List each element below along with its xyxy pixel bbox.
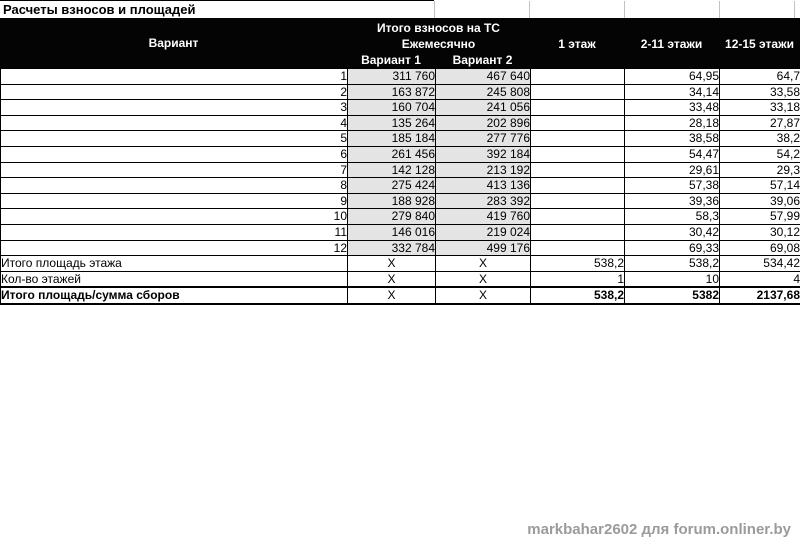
variant1-value-cell[interactable]: 146 016 bbox=[348, 224, 436, 240]
floors2-11-value-cell[interactable]: 5382 bbox=[625, 287, 720, 304]
variant1-value-cell[interactable]: 311 760 bbox=[348, 69, 436, 85]
variant1-value-cell[interactable]: 279 840 bbox=[348, 209, 436, 225]
variant1-value-cell[interactable]: X bbox=[348, 271, 436, 287]
variant1-value-cell[interactable]: 261 456 bbox=[348, 146, 436, 162]
summary-row bbox=[1, 271, 800, 287]
variant-row bbox=[1, 84, 800, 100]
variant-number-cell[interactable]: 3 bbox=[1, 100, 348, 116]
floors2-11-value-cell[interactable]: 57,38 bbox=[625, 178, 720, 194]
floors2-11-value-cell[interactable]: 34,14 bbox=[625, 84, 720, 100]
variant-number-cell[interactable]: 11 bbox=[1, 224, 348, 240]
floors12-15-value-cell[interactable]: 29,3 bbox=[720, 162, 800, 178]
variant1-value-cell[interactable]: 275 424 bbox=[348, 178, 436, 194]
title-top-border bbox=[0, 0, 434, 1]
variant1-value-cell[interactable]: 142 128 bbox=[348, 162, 436, 178]
floors12-15-value-cell[interactable]: 33,18 bbox=[720, 100, 800, 116]
variant1-value-cell[interactable]: 332 784 bbox=[348, 240, 436, 256]
table-body bbox=[1, 69, 800, 304]
variant2-value-cell[interactable]: X bbox=[436, 287, 531, 304]
variant1-value-cell[interactable]: X bbox=[348, 256, 436, 272]
floor1-value-cell[interactable]: 538,2 bbox=[531, 256, 625, 272]
variant-row bbox=[1, 224, 800, 240]
summary-label-cell[interactable]: Итого площадь/сумма сборов bbox=[1, 287, 348, 304]
header-variant: Вариант bbox=[148, 36, 199, 50]
variant-row bbox=[1, 162, 800, 178]
floors2-11-value-cell[interactable]: 29,61 bbox=[625, 162, 720, 178]
floors2-11-value-cell[interactable]: 58,3 bbox=[625, 209, 720, 225]
summary-row bbox=[1, 287, 800, 304]
floor1-value-cell[interactable] bbox=[531, 146, 625, 162]
floor1-value-cell[interactable] bbox=[531, 100, 625, 116]
variant1-value-cell[interactable]: 188 928 bbox=[348, 193, 436, 209]
floors12-15-value-cell[interactable]: 534,42 bbox=[720, 256, 800, 272]
floors12-15-value-cell[interactable]: 33,58 bbox=[720, 84, 800, 100]
floors12-15-value-cell[interactable]: 27,87 bbox=[720, 115, 800, 131]
variant-number-cell[interactable]: 7 bbox=[1, 162, 348, 178]
variant2-value-cell[interactable]: 245 808 bbox=[436, 84, 531, 100]
variant1-value-cell[interactable]: 185 184 bbox=[348, 131, 436, 147]
header-floors2-11: 2-11 этажи bbox=[640, 37, 703, 51]
floors12-15-value-cell[interactable]: 4 bbox=[720, 271, 800, 287]
header-total-group: Итого взносов на ТС bbox=[377, 21, 500, 35]
floors2-11-value-cell[interactable]: 64,95 bbox=[625, 69, 720, 85]
variant2-value-cell[interactable]: 277 776 bbox=[436, 131, 531, 147]
variant2-value-cell[interactable]: 283 392 bbox=[436, 193, 531, 209]
gridline bbox=[529, 1, 530, 18]
floors2-11-value-cell[interactable]: 30,42 bbox=[625, 224, 720, 240]
watermark: markbahar2602 для forum.onliner.by bbox=[527, 521, 791, 538]
variant1-value-cell[interactable]: 160 704 bbox=[348, 100, 436, 116]
gridline bbox=[624, 1, 625, 18]
title-row bbox=[0, 0, 800, 18]
variant-number-cell[interactable]: 2 bbox=[1, 84, 348, 100]
header-floors12-15: 12-15 этажи bbox=[725, 37, 794, 51]
floors2-11-value-cell[interactable]: 39,36 bbox=[625, 193, 720, 209]
variant-row bbox=[1, 146, 800, 162]
floors12-15-value-cell[interactable]: 39,06 bbox=[720, 193, 800, 209]
variant2-value-cell[interactable]: 241 056 bbox=[436, 100, 531, 116]
floor1-value-cell[interactable] bbox=[531, 209, 625, 225]
variant2-value-cell[interactable]: 413 136 bbox=[436, 178, 531, 194]
variant-row bbox=[1, 69, 800, 85]
header-variant2: Вариант 2 bbox=[452, 53, 513, 67]
variant2-value-cell[interactable]: 419 760 bbox=[436, 209, 531, 225]
variant2-value-cell[interactable]: 219 024 bbox=[436, 224, 531, 240]
summary-label-cell[interactable]: Кол-во этажей bbox=[1, 271, 348, 287]
floors2-11-value-cell[interactable]: 69,33 bbox=[625, 240, 720, 256]
summary-row bbox=[1, 256, 800, 272]
variant-row bbox=[1, 178, 800, 194]
variant1-value-cell[interactable]: 163 872 bbox=[348, 84, 436, 100]
variant-number-cell[interactable]: 10 bbox=[1, 209, 348, 225]
floors12-15-value-cell[interactable]: 57,99 bbox=[720, 209, 800, 225]
header-floor1: 1 этаж bbox=[558, 37, 596, 51]
variant1-value-cell[interactable]: 135 264 bbox=[348, 115, 436, 131]
variant-row bbox=[1, 193, 800, 209]
floors12-15-value-cell[interactable]: 57,14 bbox=[720, 178, 800, 194]
data-table bbox=[0, 68, 800, 305]
floors12-15-value-cell[interactable]: 69,08 bbox=[720, 240, 800, 256]
variant-number-cell[interactable]: 8 bbox=[1, 178, 348, 194]
variant2-value-cell[interactable]: 202 896 bbox=[436, 115, 531, 131]
variant1-value-cell[interactable]: X bbox=[348, 287, 436, 304]
variant-number-cell[interactable]: 4 bbox=[1, 115, 348, 131]
floors2-11-value-cell[interactable]: 54,47 bbox=[625, 146, 720, 162]
variant-number-cell[interactable]: 1 bbox=[1, 69, 348, 85]
floors12-15-value-cell[interactable]: 54,2 bbox=[720, 146, 800, 162]
floor1-value-cell[interactable] bbox=[531, 240, 625, 256]
variant-row bbox=[1, 131, 800, 147]
floor1-value-cell[interactable] bbox=[531, 115, 625, 131]
floors2-11-value-cell[interactable]: 33,48 bbox=[625, 100, 720, 116]
variant-row bbox=[1, 100, 800, 116]
floor1-value-cell[interactable]: 538,2 bbox=[531, 287, 625, 304]
page-title: Расчеты взносов и площадей bbox=[3, 2, 196, 17]
summary-label-cell[interactable]: Итого площадь этажа bbox=[1, 256, 348, 272]
variant-number-cell[interactable]: 5 bbox=[1, 131, 348, 147]
floors12-15-value-cell[interactable]: 2137,68 bbox=[720, 287, 800, 304]
variant2-value-cell[interactable]: 213 192 bbox=[436, 162, 531, 178]
variant2-value-cell[interactable]: 392 184 bbox=[436, 146, 531, 162]
variant-number-cell[interactable]: 6 bbox=[1, 146, 348, 162]
floors2-11-value-cell[interactable]: 28,18 bbox=[625, 115, 720, 131]
floor1-value-cell[interactable] bbox=[531, 193, 625, 209]
floor1-value-cell[interactable] bbox=[531, 162, 625, 178]
variant2-value-cell[interactable]: X bbox=[436, 271, 531, 287]
header-variant1: Вариант 1 bbox=[361, 53, 421, 67]
floor1-value-cell[interactable]: 1 bbox=[531, 271, 625, 287]
gridline bbox=[434, 1, 435, 18]
floors2-11-value-cell[interactable]: 10 bbox=[625, 271, 720, 287]
gridline bbox=[794, 1, 795, 18]
floor1-value-cell[interactable] bbox=[531, 69, 625, 85]
variant2-value-cell[interactable]: X bbox=[436, 256, 531, 272]
header-monthly: Ежемесячно bbox=[401, 37, 476, 51]
variant2-value-cell[interactable]: 467 640 bbox=[436, 69, 531, 85]
floors2-11-value-cell[interactable]: 538,2 bbox=[625, 256, 720, 272]
table-header bbox=[0, 18, 800, 68]
floor1-value-cell[interactable] bbox=[531, 131, 625, 147]
variant-number-cell[interactable]: 9 bbox=[1, 193, 348, 209]
gridline bbox=[719, 1, 720, 18]
variant-row bbox=[1, 240, 800, 256]
floors2-11-value-cell[interactable]: 38,58 bbox=[625, 131, 720, 147]
floor1-value-cell[interactable] bbox=[531, 178, 625, 194]
variant2-value-cell[interactable]: 499 176 bbox=[436, 240, 531, 256]
floors12-15-value-cell[interactable]: 38,2 bbox=[720, 131, 800, 147]
variant-row bbox=[1, 209, 800, 225]
floors12-15-value-cell[interactable]: 64,7 bbox=[720, 69, 800, 85]
floor1-value-cell[interactable] bbox=[531, 224, 625, 240]
floors12-15-value-cell[interactable]: 30,12 bbox=[720, 224, 800, 240]
variant-number-cell[interactable]: 12 bbox=[1, 240, 348, 256]
floor1-value-cell[interactable] bbox=[531, 84, 625, 100]
variant-row bbox=[1, 115, 800, 131]
